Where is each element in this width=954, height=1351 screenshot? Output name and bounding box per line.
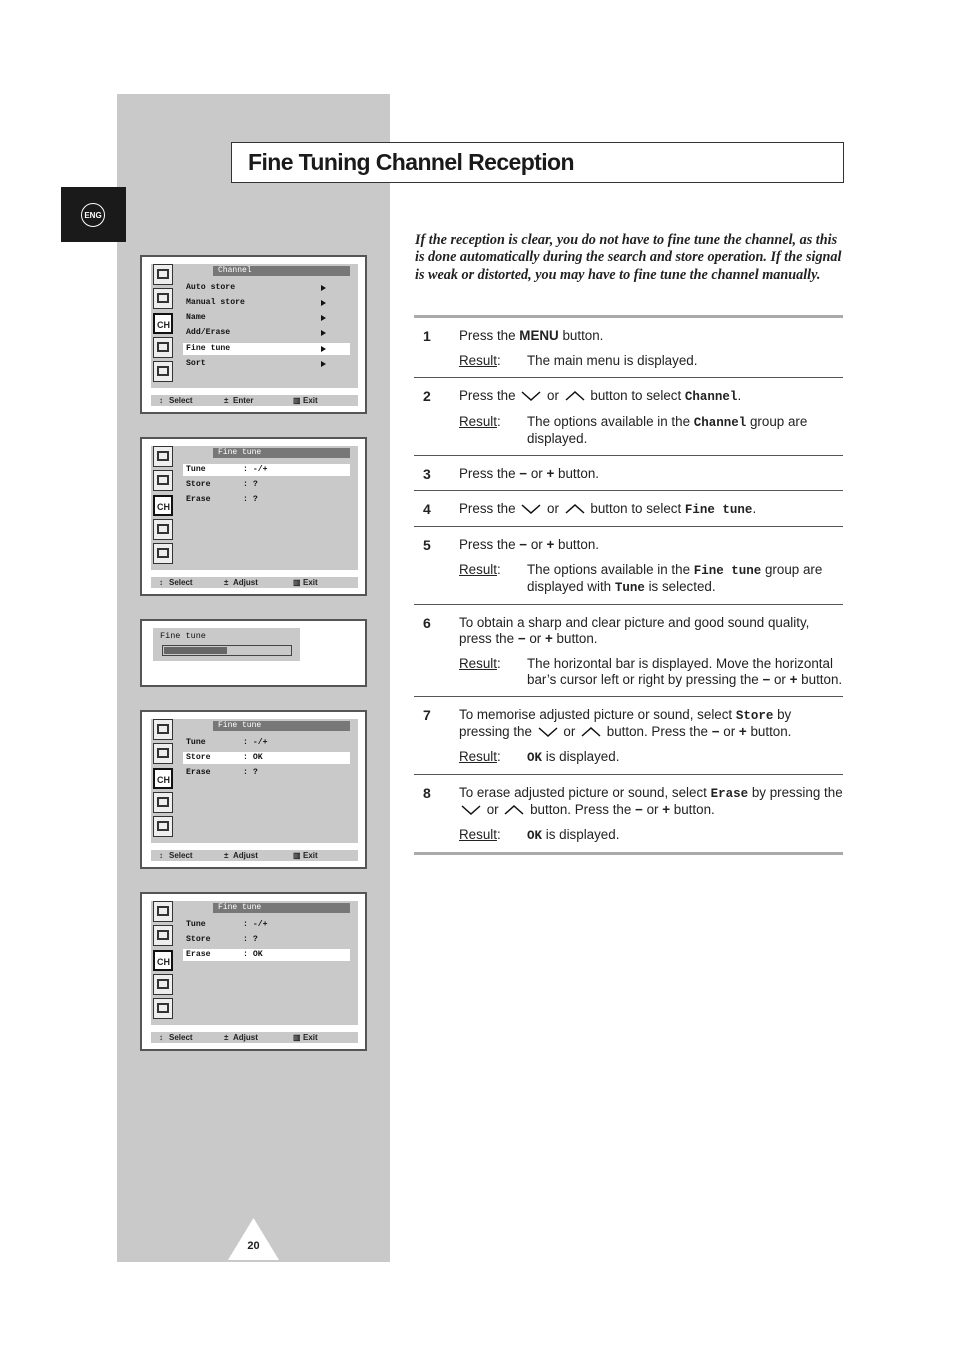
input-icon	[153, 816, 173, 837]
menu-item-store[interactable]: Store : ?	[186, 480, 258, 489]
tv-picture-icon	[153, 719, 173, 740]
osd-fine-tune-3	[140, 892, 367, 1051]
osd-header: Channel	[213, 266, 350, 276]
menu-item-tune[interactable]: Tune : -/+	[186, 920, 268, 929]
step-item: 4 Press the or button to select Fine tune.	[414, 491, 843, 527]
menu-item-store[interactable]: Store : ?	[186, 935, 258, 944]
tv-picture-icon	[153, 901, 173, 922]
menu-item-tune[interactable]: Tune : -/+	[186, 738, 268, 747]
osd-icon-column	[153, 719, 175, 840]
input-icon	[153, 998, 173, 1019]
setup-icon	[153, 974, 173, 995]
tv-picture-icon	[153, 446, 173, 467]
chevron-down-icon	[538, 726, 558, 738]
menu-item-store[interactable]: Store : OK	[183, 752, 350, 764]
arrow-right-icon	[321, 315, 326, 321]
chevron-up-icon	[581, 726, 601, 738]
osd-header: Fine tune	[213, 903, 350, 913]
slider-fill	[164, 647, 227, 654]
osd-footer: ↕ Select ± Enter ▥ Exit	[151, 395, 358, 406]
chevron-down-icon	[521, 390, 541, 402]
arrow-right-icon	[321, 285, 326, 291]
osd-icon-column	[153, 264, 175, 385]
updown-icon: ↕	[159, 396, 163, 405]
menu-item-tune[interactable]: Tune : -/+	[183, 464, 350, 476]
osd-header: Fine tune	[213, 448, 350, 458]
menu-item-auto-store[interactable]: Auto store	[183, 282, 350, 294]
osd-channel-menu	[140, 255, 367, 414]
input-icon	[153, 361, 173, 382]
page-number-marker	[228, 1218, 279, 1260]
step-item: 6 To obtain a sharp and clear picture and good sound quality, press the − or + button. Result: The horizontal bar is displayed. Move the horizontal bar’s cursor left or right by pressing the − or + button.	[414, 605, 843, 697]
step-item: 1 Press the MENU button. Result: The main menu is displayed.	[414, 318, 843, 378]
setup-icon	[153, 519, 173, 540]
plus-minus-icon: ±	[224, 851, 229, 860]
osd-footer: ↕ Select ± Adjust ▥ Exit	[151, 577, 358, 588]
updown-icon: ↕	[159, 1033, 163, 1042]
osd-icon-column	[153, 446, 175, 567]
plus-minus-icon: ±	[224, 578, 229, 587]
osd-header: Fine tune	[213, 721, 350, 731]
menu-item-sort[interactable]: Sort	[183, 358, 350, 370]
menu-item-fine-tune[interactable]: Fine tune	[183, 343, 350, 355]
menu-item-add-erase[interactable]: Add/Erase	[183, 327, 350, 339]
channel-icon: CH	[153, 313, 173, 334]
sound-icon	[153, 743, 173, 764]
menu-icon: ▥	[293, 1033, 301, 1042]
intro-text: If the reception is clear, you do not have to fine tune the channel, as this is done automatically during the search and store operation. If the signal is weak or distorted, you may have to fine tune the channel manually.	[415, 232, 842, 283]
osd-footer: ↕ Select ± Adjust ▥ Exit	[151, 850, 358, 861]
chevron-up-icon	[565, 503, 585, 515]
language-tab	[61, 187, 126, 242]
arrow-right-icon	[321, 330, 326, 336]
tv-picture-icon	[153, 264, 173, 285]
menu-item-erase[interactable]: Erase : OK	[183, 949, 350, 961]
menu-item-erase[interactable]: Erase : ?	[186, 768, 258, 777]
chevron-up-icon	[565, 390, 585, 402]
osd-fine-tune-bar	[140, 619, 367, 687]
arrow-right-icon	[321, 361, 326, 367]
arrow-right-icon	[321, 346, 326, 352]
step-item: 2 Press the or button to select Channel. Result: The options available in the Channel group are displayed.	[414, 378, 843, 456]
menu-item-manual-store[interactable]: Manual store	[183, 297, 350, 309]
step-item: 5 Press the − or + button. Result: The options available in the Fine tune group are displayed with Tune is selected.	[414, 527, 843, 605]
sound-icon	[153, 288, 173, 309]
updown-icon: ↕	[159, 851, 163, 860]
step-item: 3 Press the − or + button.	[414, 456, 843, 491]
osd-fine-tune-1	[140, 437, 367, 596]
sound-icon	[153, 925, 173, 946]
menu-item-name[interactable]: Name	[183, 312, 350, 324]
steps-list	[414, 315, 843, 855]
chevron-down-icon	[461, 804, 481, 816]
page-title: Fine Tuning Channel Reception	[231, 142, 844, 183]
channel-icon: CH	[153, 950, 173, 971]
chevron-down-icon	[521, 503, 541, 515]
setup-icon	[153, 337, 173, 358]
setup-icon	[153, 792, 173, 813]
input-icon	[153, 543, 173, 564]
chevron-up-icon	[504, 804, 524, 816]
sound-icon	[153, 470, 173, 491]
triangle-shape	[228, 1218, 279, 1260]
channel-icon: CH	[153, 768, 173, 789]
step-item: 8 To erase adjusted picture or sound, select Erase by pressing the or button. Press the − or + button. Result: OK is displayed.	[414, 775, 843, 855]
fine-tune-slider[interactable]	[162, 645, 292, 656]
fine-tune-bar-label: Fine tune	[160, 631, 206, 641]
channel-icon: CH	[153, 495, 173, 516]
menu-icon: ▥	[293, 851, 301, 860]
plus-minus-icon: ±	[224, 1033, 229, 1042]
menu-icon: ▥	[293, 396, 301, 405]
osd-icon-column	[153, 901, 175, 1022]
osd-fine-tune-2	[140, 710, 367, 869]
osd-footer: ↕ Select ± Adjust ▥ Exit	[151, 1032, 358, 1043]
updown-icon: ↕	[159, 578, 163, 587]
page-number: 20	[247, 1240, 260, 1252]
arrow-right-icon	[321, 300, 326, 306]
step-item: 7 To memorise adjusted picture or sound, select Store by pressing the or button. Press the − or + button. Result: OK is displayed.	[414, 697, 843, 775]
plus-minus-icon: ±	[224, 396, 229, 405]
menu-icon: ▥	[293, 578, 301, 587]
menu-item-erase[interactable]: Erase : ?	[186, 495, 258, 504]
eng-badge: ENG	[81, 203, 105, 227]
